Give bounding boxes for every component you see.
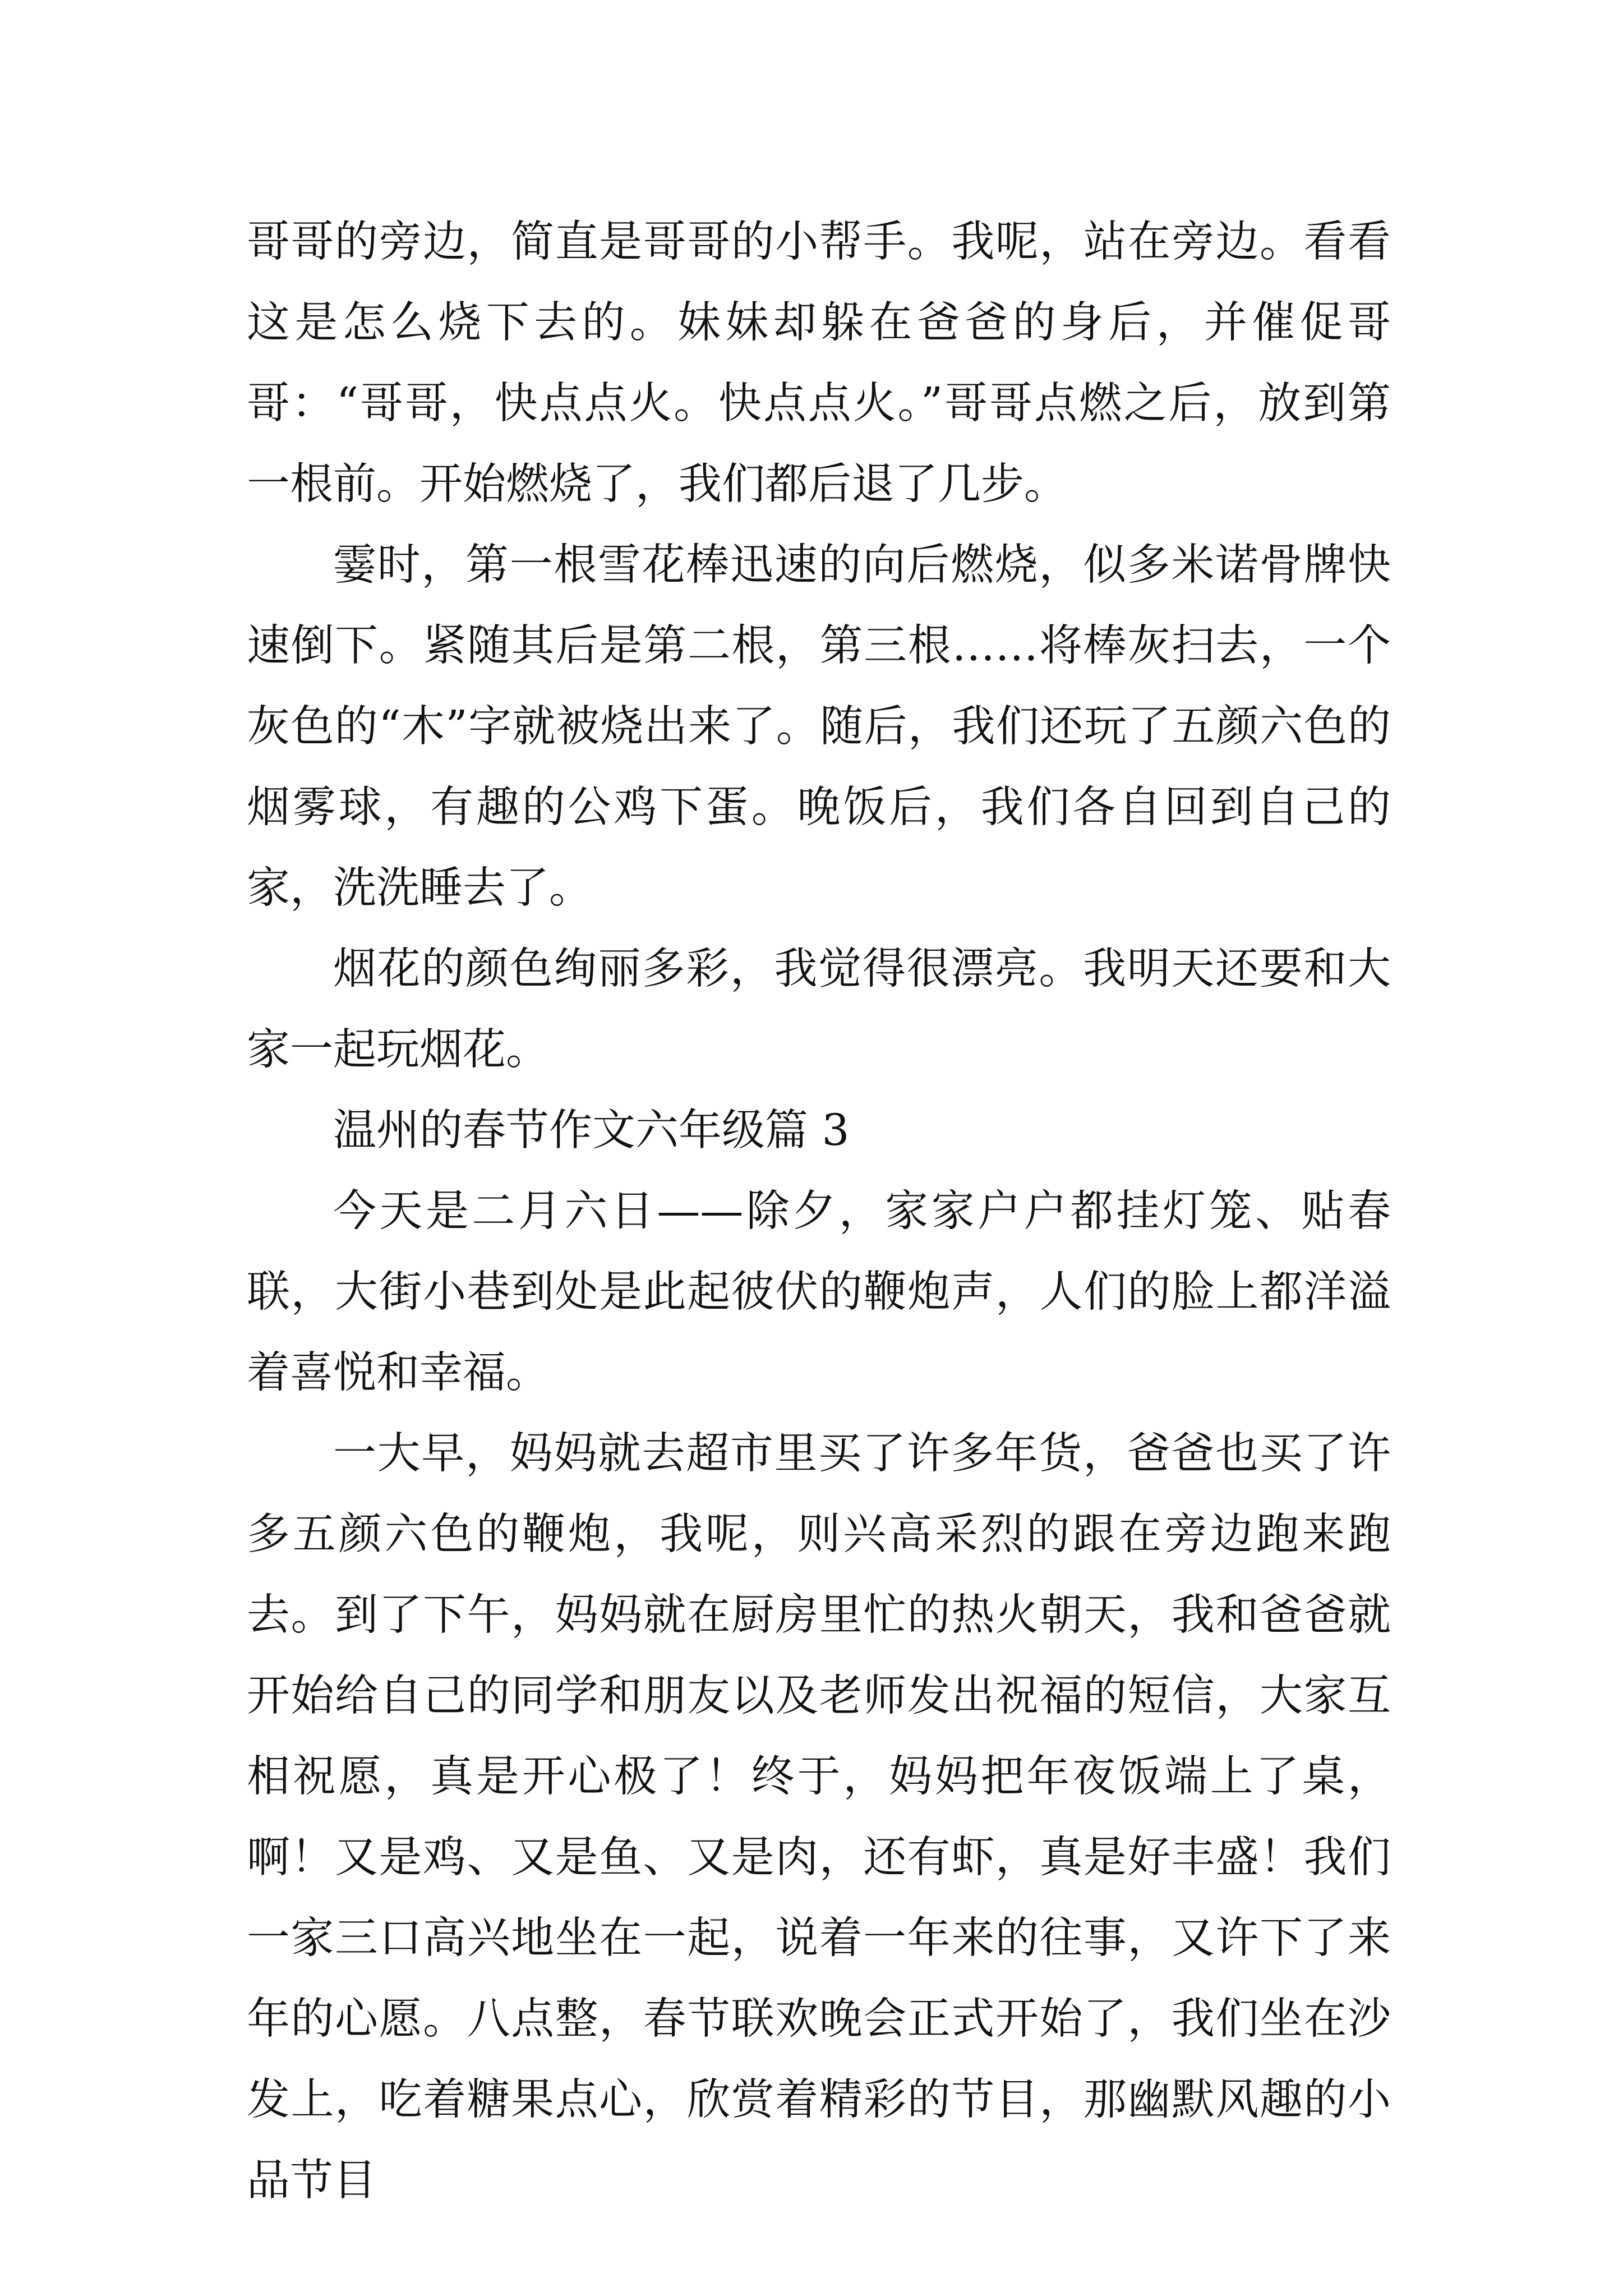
paragraph: 今天是二月六日——除夕，家家户户都挂灯笼、贴春联，大街小巷到处是此起彼伏的鞭炮声，人们的脸上都洋溢着喜悦和幸福。: [247, 1186, 1391, 1398]
document-body: [247, 202, 1391, 2221]
paragraph: 一大早，妈妈就去超市里买了许多年货，爸爸也买了许多五颜六色的鞭炮，我呢，则兴高采烈的跟在旁边跑来跑去。到了下午，妈妈就在厨房里忙的热火朝天，我和爸爸就开始给自己的同学和朋友以及老师发出祝福的短信，大家互相祝愿，真是开心极了！终于，妈妈把年夜饭端上了桌，啊！又是鸡、又是鱼、又是肉，还有虾，真是好丰盛！我们一家三口高兴地坐在一起，说着一年来的往事，又许下了来年的心愿。八点整，春节联欢晚会正式开始了，我们坐在沙发上，吃着糖果点心，欣赏着精彩的节目，那幽默风趣的小品节目: [247, 1429, 1391, 2206]
paragraph: 霎时，第一根雪花棒迅速的向后燃烧，似多米诺骨牌快速倒下。紧随其后是第二根，第三根……将棒灰扫去，一个灰色的“木”字就被烧出来了。随后，我们还玩了五颜六色的烟雾球，有趣的公鸡下蛋。晚饭后，我们各自回到自己的家，洗洗睡去了。: [247, 540, 1391, 913]
paragraph: 烟花的颜色绚丽多彩，我觉得很漂亮。我明天还要和大家一起玩烟花。: [247, 944, 1391, 1075]
paragraph: 哥哥的旁边，简直是哥哥的小帮手。我呢，站在旁边。看看这是怎么烧下去的。妹妹却躲在爸爸的身后，并催促哥哥：“哥哥，快点点火。快点点火。”哥哥点燃之后，放到第一根前。开始燃烧了，我们都后退了几步。: [247, 217, 1391, 509]
section-heading: 温州的春节作文六年级篇 3: [333, 1106, 850, 1156]
